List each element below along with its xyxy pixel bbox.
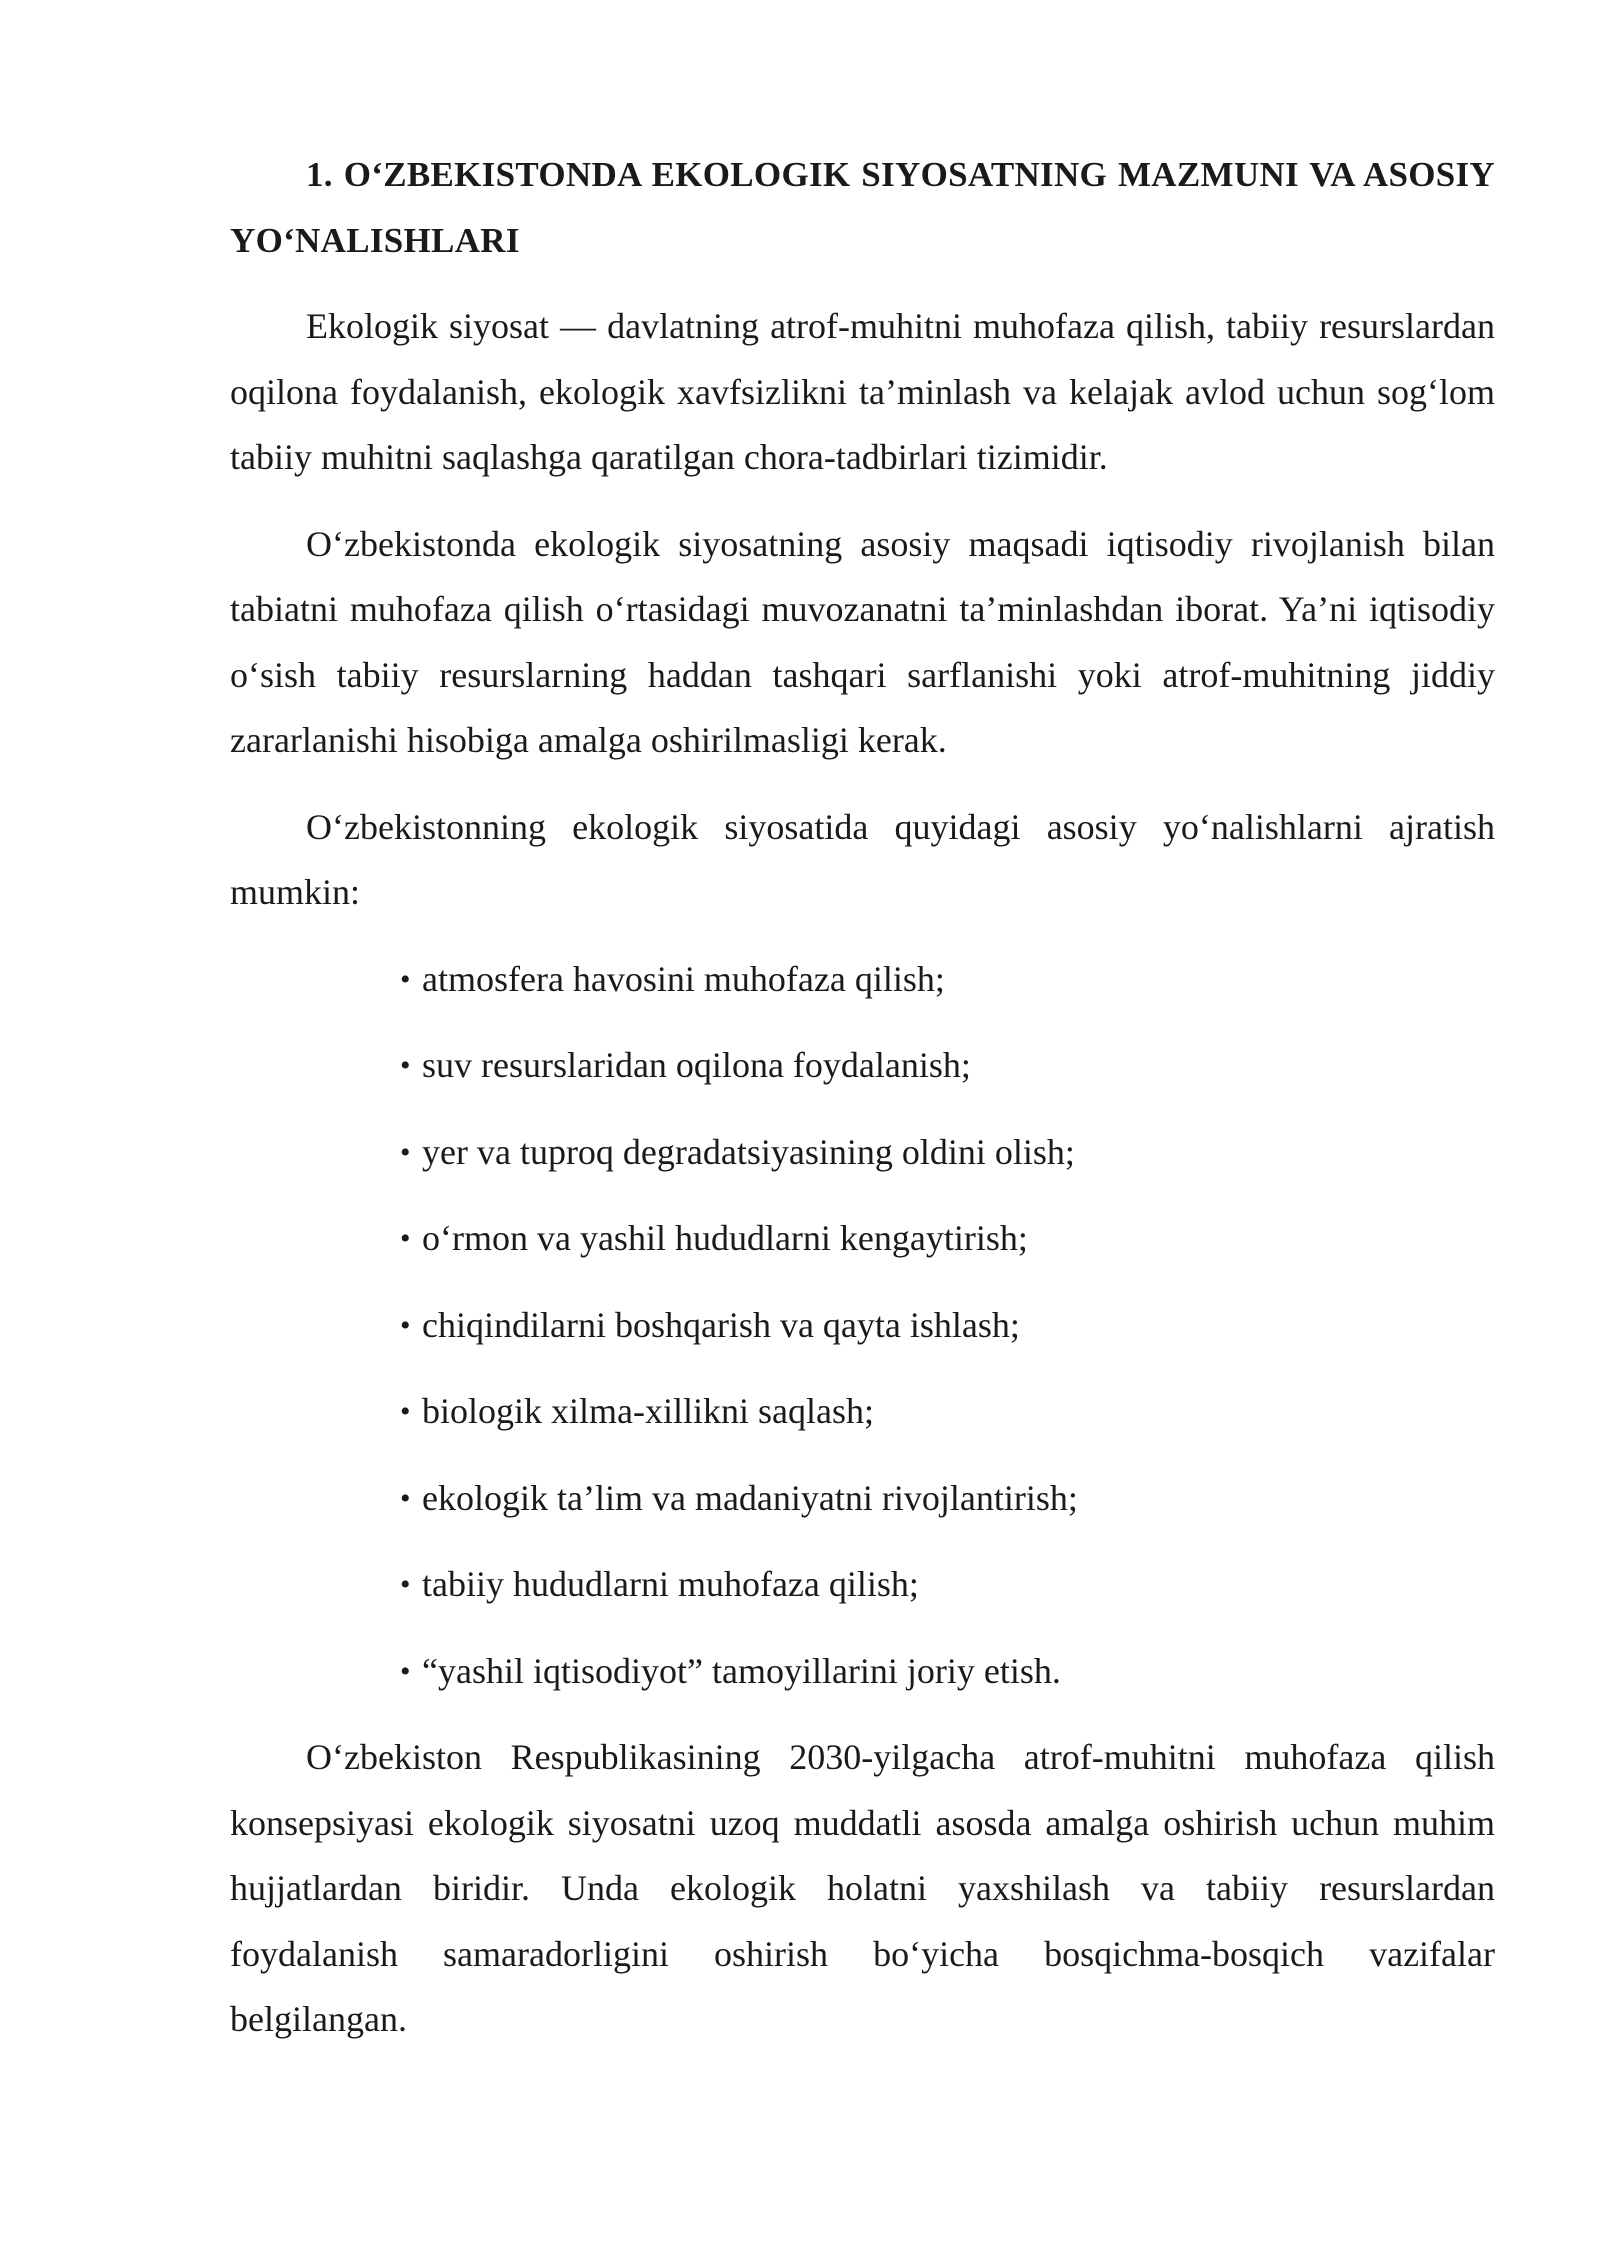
list-item — [400, 1552, 1495, 1618]
paragraph-goal: O‘zbekistonda ekologik siyosatning asosiy maqsadi iqtisodiy rivojlanish bilan tabiatni muhofaza qilish o‘rtasidagi muvozanatni ta’minlashdan iborat. Ya’ni iqtisodiy o‘sish tabiiy resurslarning haddan tashqari sarflanishi yoki atrof-muhitning jiddiy zararlanishi hisobiga amalga oshirilmasligi kerak. — [230, 523, 1495, 760]
list-item — [400, 1206, 1495, 1272]
bullet-icon: • — [400, 1135, 411, 1169]
paragraph-directions-intro: O‘zbekistonning ekologik siyosatida quyidagi asosiy yo‘nalishlarni ajratish mumkin: — [230, 806, 1495, 912]
bullet-icon: • — [400, 1481, 411, 1515]
directions-list — [230, 947, 1495, 1705]
paragraph-definition: Ekologik siyosat — davlatning atrof-muhitni muhofaza qilish, tabiiy resurslardan oqilona foydalanish, ekologik xavfsizlikni ta’minlash va kelajak avlod uchun sog‘lom tabiiy muhitni saqlashga qaratilgan chora-tadbirlari tizimidir. — [230, 306, 1495, 477]
list-item-text: biologik xilma-xillikni saqlash; — [422, 1391, 874, 1431]
bullet-icon: • — [400, 1222, 411, 1255]
list-item-text: o‘rmon va yashil hududlarni kengaytirish; — [422, 1218, 1028, 1258]
list-item — [400, 1033, 1495, 1099]
list-item — [400, 1379, 1495, 1445]
bullet-icon: • — [400, 1568, 411, 1601]
list-item-text: “yashil iqtisodiyot” tamoyillarini joriy etish. — [422, 1650, 1061, 1691]
bullet-icon: • — [400, 962, 411, 996]
list-item-text: suv resurslaridan oqilona foydalanish; — [422, 1045, 971, 1085]
list-item — [400, 1293, 1495, 1359]
bullet-icon: • — [400, 1049, 411, 1082]
bullet-icon: • — [400, 1308, 411, 1342]
list-item-text: ekologik ta’lim va madaniyatni rivojlantirish; — [422, 1477, 1078, 1518]
section-heading: 1. O‘ZBEKISTONDA EKOLOGIK SIYOSATNING MAZMUNI VA ASOSIY YO‘NALISHLARI — [230, 155, 1495, 260]
paragraph-concept-2030: O‘zbekiston Respublikasining 2030-yilgacha atrof-muhitni muhofaza qilish konsepsiyasi ekologik siyosatni uzoq muddatli asosda amalga oshirish uchun muhim hujjatlardan biridir. Unda ekologik holatni yaxshilash va tabiiy resurslardan foydalanish samaradorligini oshirish bo‘yicha bosqichma-bosqich vazifalar belgilangan. — [230, 1737, 1495, 2039]
list-item-text: chiqindilarni boshqarish va qayta ishlash; — [422, 1304, 1020, 1345]
list-item — [400, 1639, 1495, 1705]
list-item-text: atmosfera havosini muhofaza qilish; — [422, 958, 945, 999]
list-item-text: yer va tuproq degradatsiyasining oldini olish; — [422, 1131, 1075, 1172]
document-body — [230, 142, 1495, 2074]
bullet-icon: • — [400, 1654, 411, 1688]
list-item — [400, 1466, 1495, 1532]
list-item — [400, 947, 1495, 1013]
bullet-icon: • — [400, 1395, 411, 1428]
list-item — [400, 1120, 1495, 1186]
list-item-text: tabiiy hududlarni muhofaza qilish; — [422, 1564, 919, 1604]
